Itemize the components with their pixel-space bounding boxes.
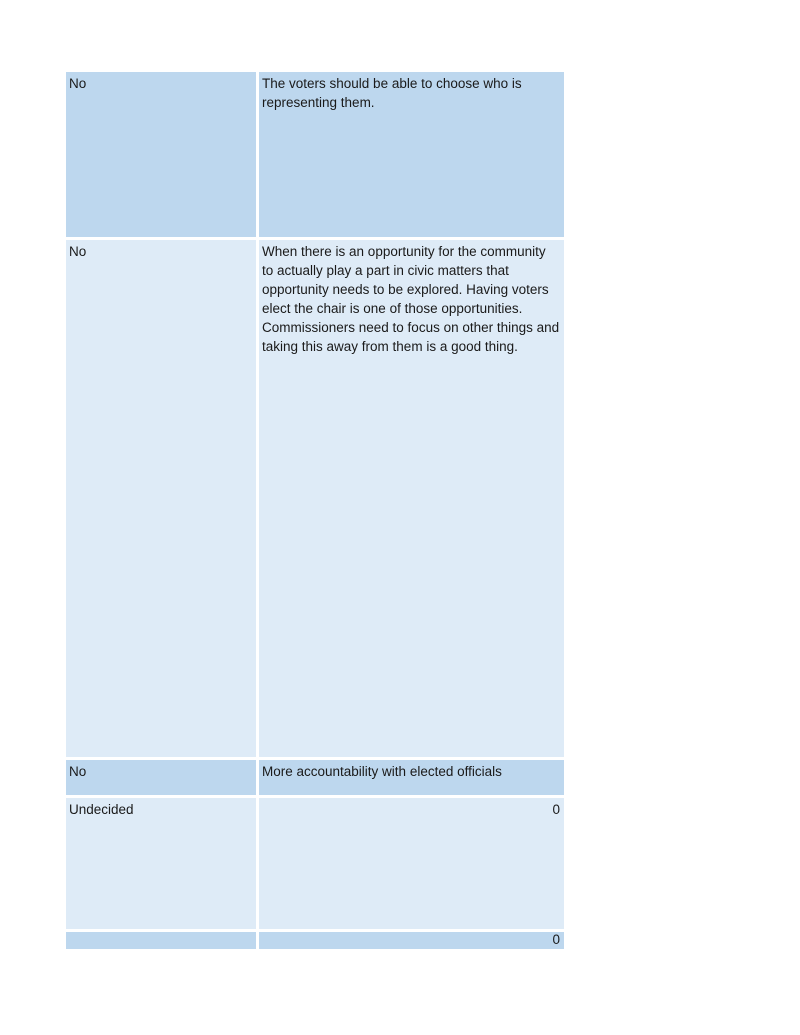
- answer-cell: No: [66, 240, 256, 757]
- answer-cell: No: [66, 72, 256, 237]
- answer-cell: No: [66, 760, 256, 795]
- answer-cell: Undecided: [66, 798, 256, 929]
- response-count-cell: 0: [259, 932, 564, 949]
- response-cell: More accountability with elected officials: [259, 760, 564, 795]
- response-cell: When there is an opportunity for the community to actually play a part in civic matters that opportunity needs to be explored. Having voters elect the chair is one of those opportunities. Commissioners need to focus on other things and taking this away from them is a good thing.: [259, 240, 564, 757]
- survey-response-table: [66, 72, 564, 949]
- answer-cell: [66, 932, 256, 949]
- response-cell: The voters should be able to choose who is representing them.: [259, 72, 564, 237]
- response-count-cell: 0: [259, 798, 564, 929]
